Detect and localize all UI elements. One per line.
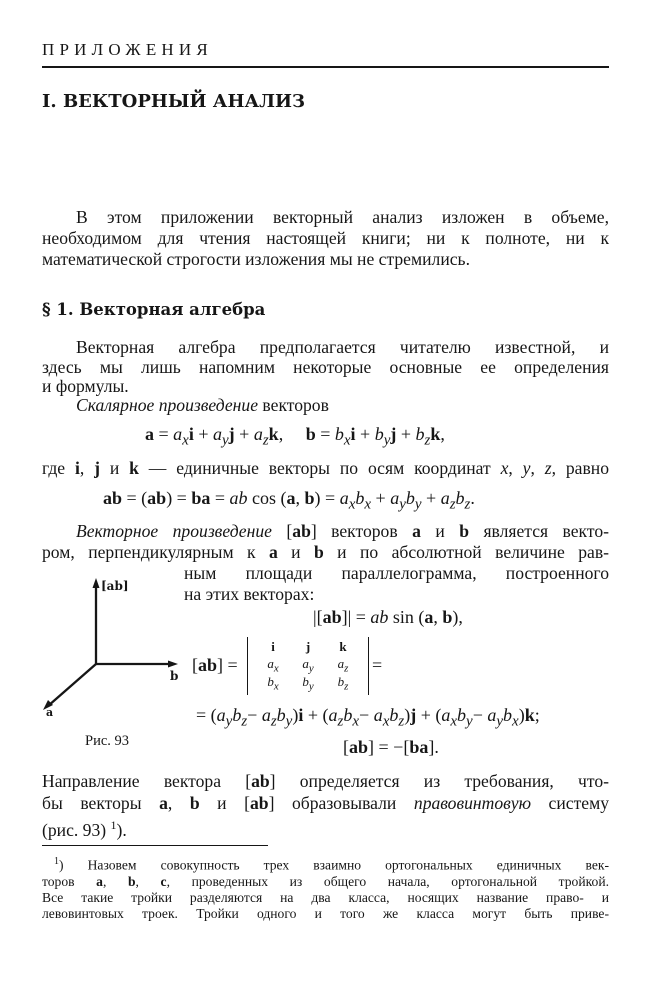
det-ay: $a_y$ bbox=[302, 656, 314, 675]
intro-line-1: В этом приложении векторный анализ изложен в объеме, bbox=[76, 207, 609, 227]
paragraph-3: где i, j и k — единичные векторы по осям координат x, y, z, равно bbox=[42, 458, 609, 478]
footnote-line-2: торов a, b, c, проведенных из общего начала, ортогональной тройкой. bbox=[42, 873, 610, 889]
det-k: k bbox=[339, 639, 347, 654]
det-by: $b_y$ bbox=[302, 674, 314, 693]
equation-3: |[ab]| = ab sin (a, b), bbox=[313, 607, 463, 627]
fig-label-b: b bbox=[170, 669, 179, 683]
intro-line-3: математической строгости изложения мы не стремились. bbox=[42, 249, 470, 269]
paragraph-1 bbox=[42, 338, 609, 397]
ab-arrowhead bbox=[93, 578, 100, 588]
equation-5: = $(a_yb_z- a_zb_y)i + (a_zb_x- a_xb_z)j + (a_xb_y- a_yb_x)k$; bbox=[196, 705, 540, 730]
p5-line-1: Направление вектора [ab] определяется из требования, что- bbox=[42, 771, 609, 791]
a-vector-axis bbox=[48, 664, 96, 706]
intro-line-2: необходимом для чтения настоящей книги; ни к полноте, ни к bbox=[42, 228, 609, 248]
scalar-product-term: Скалярное произведение bbox=[76, 395, 259, 415]
det-j: j bbox=[305, 639, 311, 654]
equation-4-rhs: = bbox=[372, 655, 383, 675]
figure-caption: Рис. 93 bbox=[85, 733, 130, 749]
det-ax: $a_x$ bbox=[267, 656, 279, 675]
footnote-line-1: $^1$) Назовем совокупность трех взаимно ортогональных единичных век- bbox=[54, 856, 609, 873]
equation-4-lhs: [ab] = bbox=[192, 655, 238, 675]
det-bx: $b_x$ bbox=[267, 674, 279, 693]
det-i: i bbox=[271, 639, 275, 654]
p4-line-1: Векторное произведение [ab] векторов a и b является векто- bbox=[76, 521, 609, 541]
p1-line-1: Векторная алгебра предполагается читателю известной, и bbox=[76, 337, 609, 357]
fig-label-ab: [ab] bbox=[101, 579, 129, 593]
chapter-title: I. ВЕКТОРНЫЙ АНАЛИЗ bbox=[42, 91, 306, 112]
fig-label-a: a bbox=[46, 706, 54, 719]
p4-line-2: ром, перпендикулярным к a и b и по абсолютной величине рав- bbox=[42, 542, 609, 562]
head-rule bbox=[42, 66, 609, 68]
footnote bbox=[42, 854, 609, 922]
p4-line-4: на этих векторах: bbox=[184, 584, 315, 604]
intro-paragraph bbox=[42, 207, 609, 270]
p4-line-3: ным площади параллелограмма, построенного bbox=[184, 563, 609, 583]
p5-line-3: (рис. 93) $^1$). bbox=[42, 818, 127, 840]
footnote-rule bbox=[42, 845, 268, 846]
footnote-line-3: Все такие тройки разделяются на два класса, носящих название право- и bbox=[42, 889, 609, 905]
paragraph-5 bbox=[42, 770, 609, 841]
equation-1: $a = a_xi + a_yj + a_zk$, $b = b_xi + b_yj + b_zk$, bbox=[145, 424, 445, 449]
section-title: § 1. Векторная алгебра bbox=[42, 300, 266, 319]
equation-6: [ab] = −[ba]. bbox=[343, 737, 439, 757]
p1-line-3: и формулы. bbox=[42, 376, 129, 396]
p1-line-2: здесь мы лишь напомним некоторые основные ее определения bbox=[42, 356, 609, 377]
b-arrowhead bbox=[168, 661, 178, 668]
paragraph-2 bbox=[76, 395, 329, 416]
det-bz: $b_z$ bbox=[337, 674, 349, 693]
det-az: $a_z$ bbox=[337, 656, 349, 675]
footnote-line-4: левовинтовых троек. Тройки одного и того же класса могут быть приве- bbox=[42, 905, 609, 921]
equation-2: ab = (ab) = ba = ab cos (a, $b) = a_xb_x + a_yb_y + a_zb_z$. bbox=[103, 488, 475, 513]
determinant bbox=[247, 637, 369, 695]
p2-rest: векторов bbox=[258, 395, 329, 415]
p5-line-2: бы векторы a, b и [ab] образовывали правовинтовую систему bbox=[42, 793, 610, 813]
running-head: ПРИЛОЖЕНИЯ bbox=[42, 40, 213, 59]
figure-93-axes bbox=[40, 578, 190, 728]
